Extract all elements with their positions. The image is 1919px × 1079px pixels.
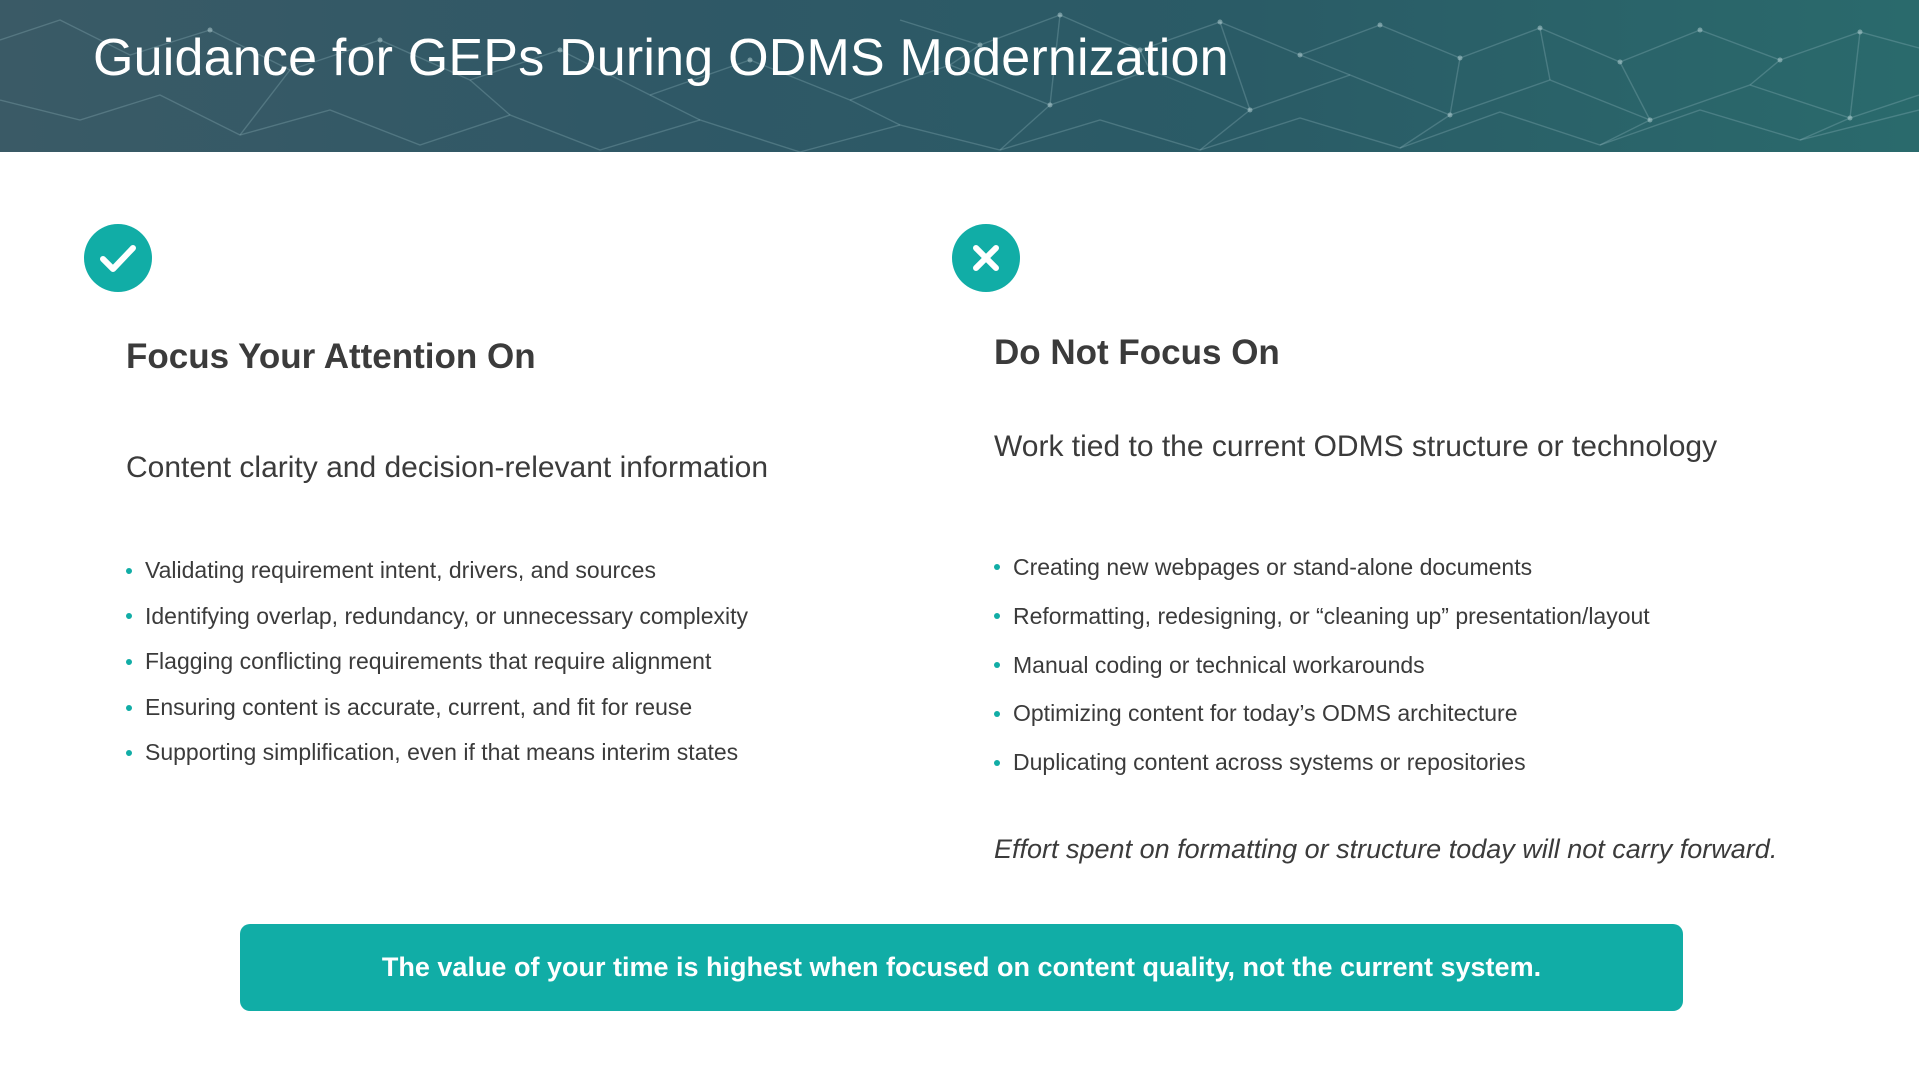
focus-subheading: Content clarity and decision-relevant information xyxy=(126,451,768,484)
bullet-dot-icon xyxy=(994,760,1000,766)
bullet-dot-icon xyxy=(994,711,1000,717)
list-item: Ensuring content is accurate, current, and fit for reuse xyxy=(126,685,748,731)
bullet-dot-icon xyxy=(126,568,132,574)
bullet-dot-icon xyxy=(126,750,132,756)
bullet-dot-icon xyxy=(994,613,1000,619)
list-item: Manual coding or technical workarounds xyxy=(994,641,1650,690)
bullet-dot-icon xyxy=(126,705,132,711)
list-item: Duplicating content across systems or repositories xyxy=(994,738,1650,787)
list-item: Reformatting, redesigning, or “cleaning up” presentation/layout xyxy=(994,592,1650,641)
bullet-dot-icon xyxy=(994,564,1000,570)
avoid-list xyxy=(994,543,1650,787)
list-item: Validating requirement intent, drivers, and sources xyxy=(126,548,748,594)
focus-list xyxy=(126,548,748,776)
avoid-subheading: Work tied to the current ODMS structure or technology xyxy=(994,430,1718,463)
x-icon xyxy=(952,224,1020,292)
page-title: Guidance for GEPs During ODMS Modernization xyxy=(93,29,1229,87)
bullet-dot-icon xyxy=(994,662,1000,668)
list-item: Creating new webpages or stand-alone documents xyxy=(994,543,1650,592)
formatting-note: Effort spent on formatting or structure today will not carry forward. xyxy=(994,834,1778,864)
bullet-dot-icon xyxy=(126,659,132,665)
avoid-heading: Do Not Focus On xyxy=(994,333,1280,372)
list-item: Supporting simplification, even if that means interim states xyxy=(126,730,748,776)
list-item: Identifying overlap, redundancy, or unnecessary complexity xyxy=(126,594,748,640)
list-item: Optimizing content for today’s ODMS architecture xyxy=(994,689,1650,738)
header-banner xyxy=(0,0,1919,152)
focus-heading: Focus Your Attention On xyxy=(126,337,536,376)
list-item: Flagging conflicting requirements that require alignment xyxy=(126,639,748,685)
check-icon xyxy=(84,224,152,292)
key-message-callout: The value of your time is highest when focused on content quality, not the current system. xyxy=(240,924,1683,1011)
bullet-dot-icon xyxy=(126,613,132,619)
